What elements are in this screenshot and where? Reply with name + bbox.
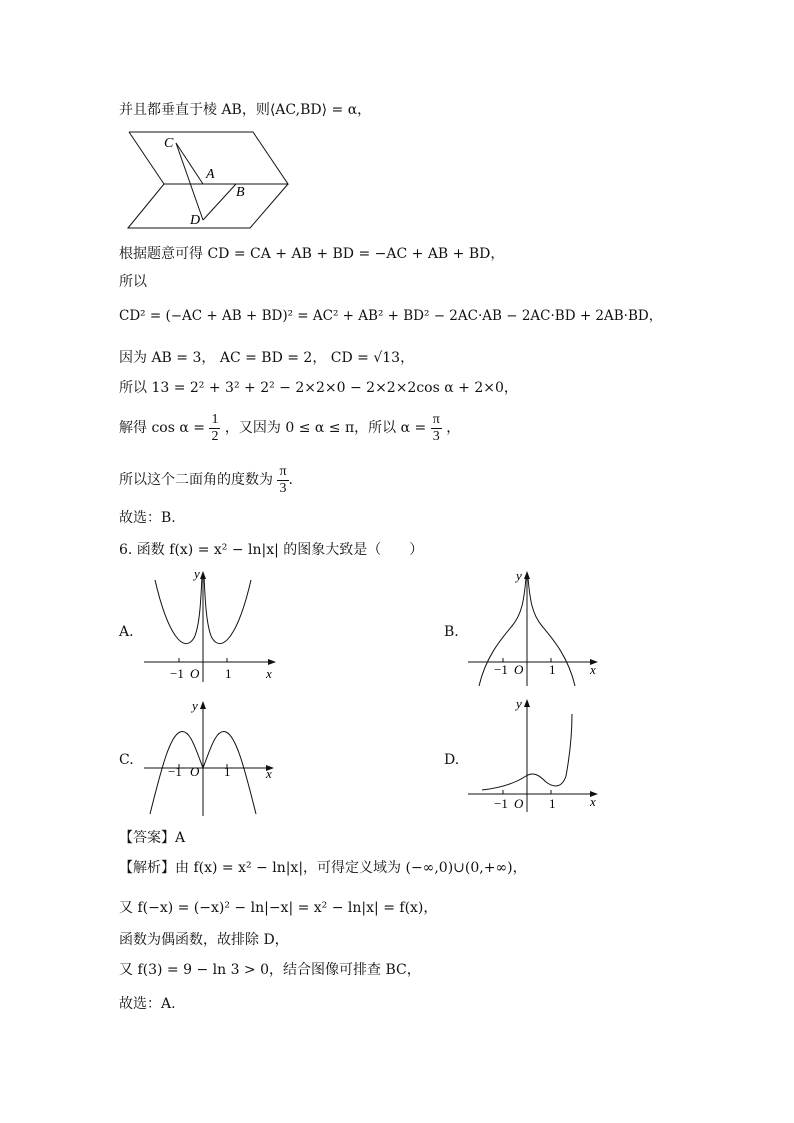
origin-label: O xyxy=(190,666,200,681)
numerator: 1 xyxy=(211,411,219,427)
y-axis-label: y xyxy=(192,698,198,713)
graph-c xyxy=(140,696,280,818)
math-line: CD² = (−AC + AB + BD)² = AC² + AB² + BD² − 2AC·AB − 2AC·BD + 2AB·BD， xyxy=(119,308,663,324)
tick-one: 1 xyxy=(549,796,556,811)
conclusion-suffix: . xyxy=(288,472,293,488)
tick-neg-one: −1 xyxy=(168,764,182,779)
point-c-label: C xyxy=(164,136,174,151)
option-c-label: C. xyxy=(119,752,134,768)
fraction xyxy=(431,412,442,445)
text-line: 又 f(−x) = (−x)² − ln|−x| = x² − ln|x| = f(x)， xyxy=(119,900,438,916)
answer-line: 【答案】A xyxy=(119,830,186,846)
solve-prefix: 解得 cos α = xyxy=(119,420,205,436)
solve-line xyxy=(119,408,460,448)
graph-b xyxy=(464,566,604,688)
graph-a xyxy=(140,566,280,684)
tick-one: 1 xyxy=(225,666,232,681)
point-b-label: B xyxy=(236,185,245,200)
origin-label: O xyxy=(514,662,524,677)
x-axis-label: x xyxy=(590,662,596,677)
dihedral-angle-diagram xyxy=(120,128,295,230)
conclusion-line xyxy=(119,460,293,500)
option-a-label: A. xyxy=(119,624,134,640)
text-line: 函数为偶函数，故排除 D， xyxy=(119,932,289,948)
fraction xyxy=(277,464,288,497)
numerator: π xyxy=(279,463,287,479)
numerator: π xyxy=(432,411,440,427)
origin-label: O xyxy=(514,796,524,811)
y-axis-label: y xyxy=(194,566,200,581)
tick-one: 1 xyxy=(549,662,556,677)
conclusion-prefix: 所以这个二面角的度数为 xyxy=(119,472,273,488)
text-line: 所以 13 = 2² + 3² + 2² − 2×2×0 − 2×2×2cos α + 2×0， xyxy=(119,380,518,396)
y-axis-label: y xyxy=(516,696,522,711)
solve-suffix: ， xyxy=(446,420,461,436)
choice-line: 故选：B. xyxy=(119,510,176,526)
graph-d xyxy=(464,694,604,814)
denominator: 3 xyxy=(432,428,440,444)
x-axis-label: x xyxy=(590,794,596,809)
origin-label: O xyxy=(190,764,200,779)
point-d-label: D xyxy=(190,213,201,228)
point-a-label: A xyxy=(206,167,215,182)
fraction xyxy=(209,412,220,445)
denominator: 2 xyxy=(211,428,219,444)
tick-one: 1 xyxy=(224,764,231,779)
text-line: 又 f(3) = 9 − ln 3 > 0，结合图像可排查 BC， xyxy=(119,962,421,978)
option-b-label: B. xyxy=(444,624,459,640)
x-axis-label: x xyxy=(266,666,272,681)
x-axis-label: x xyxy=(266,766,272,781)
text-line: 根据题意可得 CD = CA + AB + BD = −AC + AB + BD， xyxy=(119,246,505,262)
tick-neg-one: −1 xyxy=(494,796,508,811)
analysis-line: 【解析】由 f(x) = x² − ln|x|，可得定义域为 (−∞,0)∪(0,+∞)， xyxy=(119,860,527,876)
denominator: 3 xyxy=(279,480,287,496)
y-axis-label: y xyxy=(516,568,522,583)
question-line: 6. 函数 f(x) = x² − ln|x| 的图象大致是（ ） xyxy=(119,542,424,558)
choice-line: 故选：A. xyxy=(119,996,176,1012)
text-line: 因为 AB = 3， AC = BD = 2， CD = √13， xyxy=(119,350,415,366)
tick-neg-one: −1 xyxy=(170,666,184,681)
tick-neg-one: −1 xyxy=(494,662,508,677)
option-d-label: D. xyxy=(444,752,460,768)
text-line: 并且都垂直于棱 AB，则⟨AC,BD⟩ = α， xyxy=(119,102,372,118)
text-line: 所以 xyxy=(119,274,147,290)
solve-mid: ，又因为 0 ≤ α ≤ π，所以 α = xyxy=(224,420,427,436)
